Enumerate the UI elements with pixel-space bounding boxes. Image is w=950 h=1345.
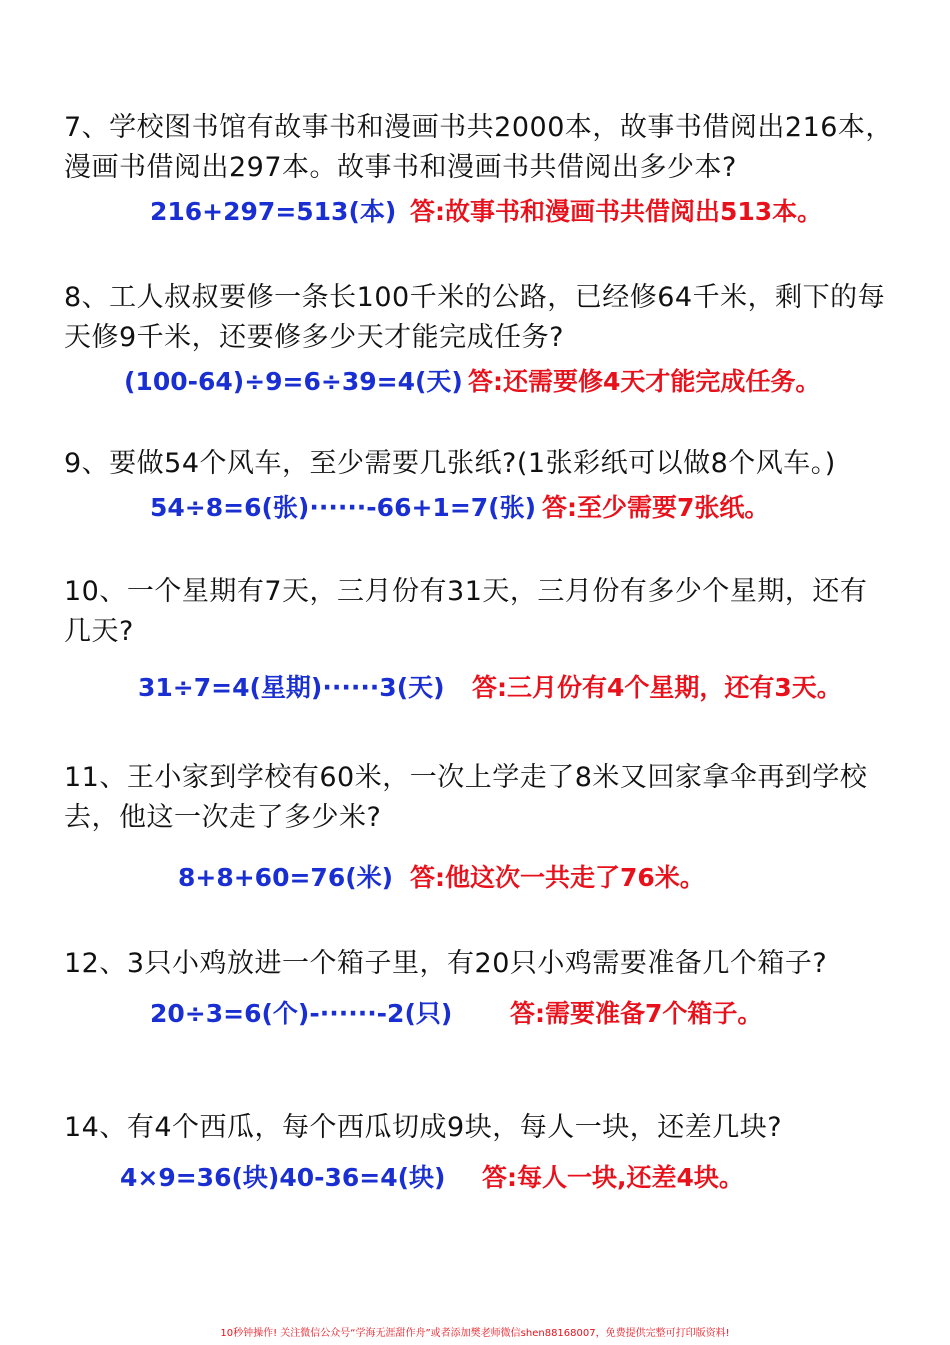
- equation-text: 20÷3=6(个)-······-2(只): [150, 999, 453, 1028]
- solution-row: [64, 992, 894, 1036]
- question-text: 10、一个星期有7天，三月份有31天，三月份有多少个星期，还有几天?: [64, 576, 868, 647]
- problem-14: [64, 1108, 894, 1200]
- answer-text: 答:至少需要7张纸。: [542, 493, 770, 522]
- question-text: 7、学校图书馆有故事书和漫画书共2000本，故事书借阅出216本，漫画书借阅出297本。故事书和漫画书共借阅出多少本?: [64, 112, 893, 183]
- answer-text: 答:每人一块,还差4块。: [482, 1163, 744, 1192]
- equation-text: 54÷8=6(张)······-66+1=7(张): [150, 493, 537, 522]
- promo-footer: 10秒钟操作! 关注微信公众号“学海无涯甜作舟”或者添加樊老师微信shen88168007，免费提供完整可打印版资料!: [220, 1328, 730, 1339]
- solution-row: [64, 190, 894, 234]
- equation-text: 31÷7=4(星期)······3(天): [138, 673, 445, 702]
- question-text: 14、有4个西瓜，每个西瓜切成9块，每人一块，还差几块?: [64, 1112, 783, 1143]
- solution-row: [64, 360, 894, 404]
- equation-text: 216+297=513(本): [150, 197, 397, 226]
- answer-text: 答:需要准备7个箱子。: [510, 999, 763, 1028]
- problem-8: [64, 278, 894, 404]
- equation-text: (100-64)÷9=6÷39=4(天): [124, 367, 463, 396]
- question-text: 11、王小家到学校有60米，一次上学走了8米又回家拿伞再到学校去，他这一次走了多少米?: [64, 762, 868, 833]
- question-text: 9、要做54个风车，至少需要几张纸?(1张彩纸可以做8个风车。): [64, 448, 836, 479]
- solution-row: [64, 486, 894, 530]
- problem-9: [64, 444, 894, 530]
- solution-row: [64, 1156, 894, 1200]
- answer-text: 答:三月份有4个星期，还有3天。: [472, 673, 842, 702]
- question-text: 12、3只小鸡放进一个箱子里，有20只小鸡需要准备几个箱子?: [64, 948, 828, 979]
- answer-text: 答:还需要修4天才能完成任务。: [468, 367, 821, 396]
- answer-text: 答:他这次一共走了76米。: [410, 863, 705, 892]
- problem-10: [64, 572, 894, 710]
- equation-text: 8+8+60=76(米): [178, 863, 394, 892]
- solution-row: [64, 666, 894, 710]
- problem-12: [64, 944, 894, 1036]
- question-text: 8、工人叔叔要修一条长100千米的公路，已经修64千米，剩下的每天修9千米，还要修多少天才能完成任务?: [64, 282, 886, 353]
- problem-7: [64, 108, 894, 234]
- solution-row: [64, 856, 894, 900]
- problem-11: [64, 758, 894, 900]
- answer-text: 答:故事书和漫画书共借阅出513本。: [410, 197, 823, 226]
- equation-text: 4×9=36(块)40-36=4(块): [120, 1163, 446, 1192]
